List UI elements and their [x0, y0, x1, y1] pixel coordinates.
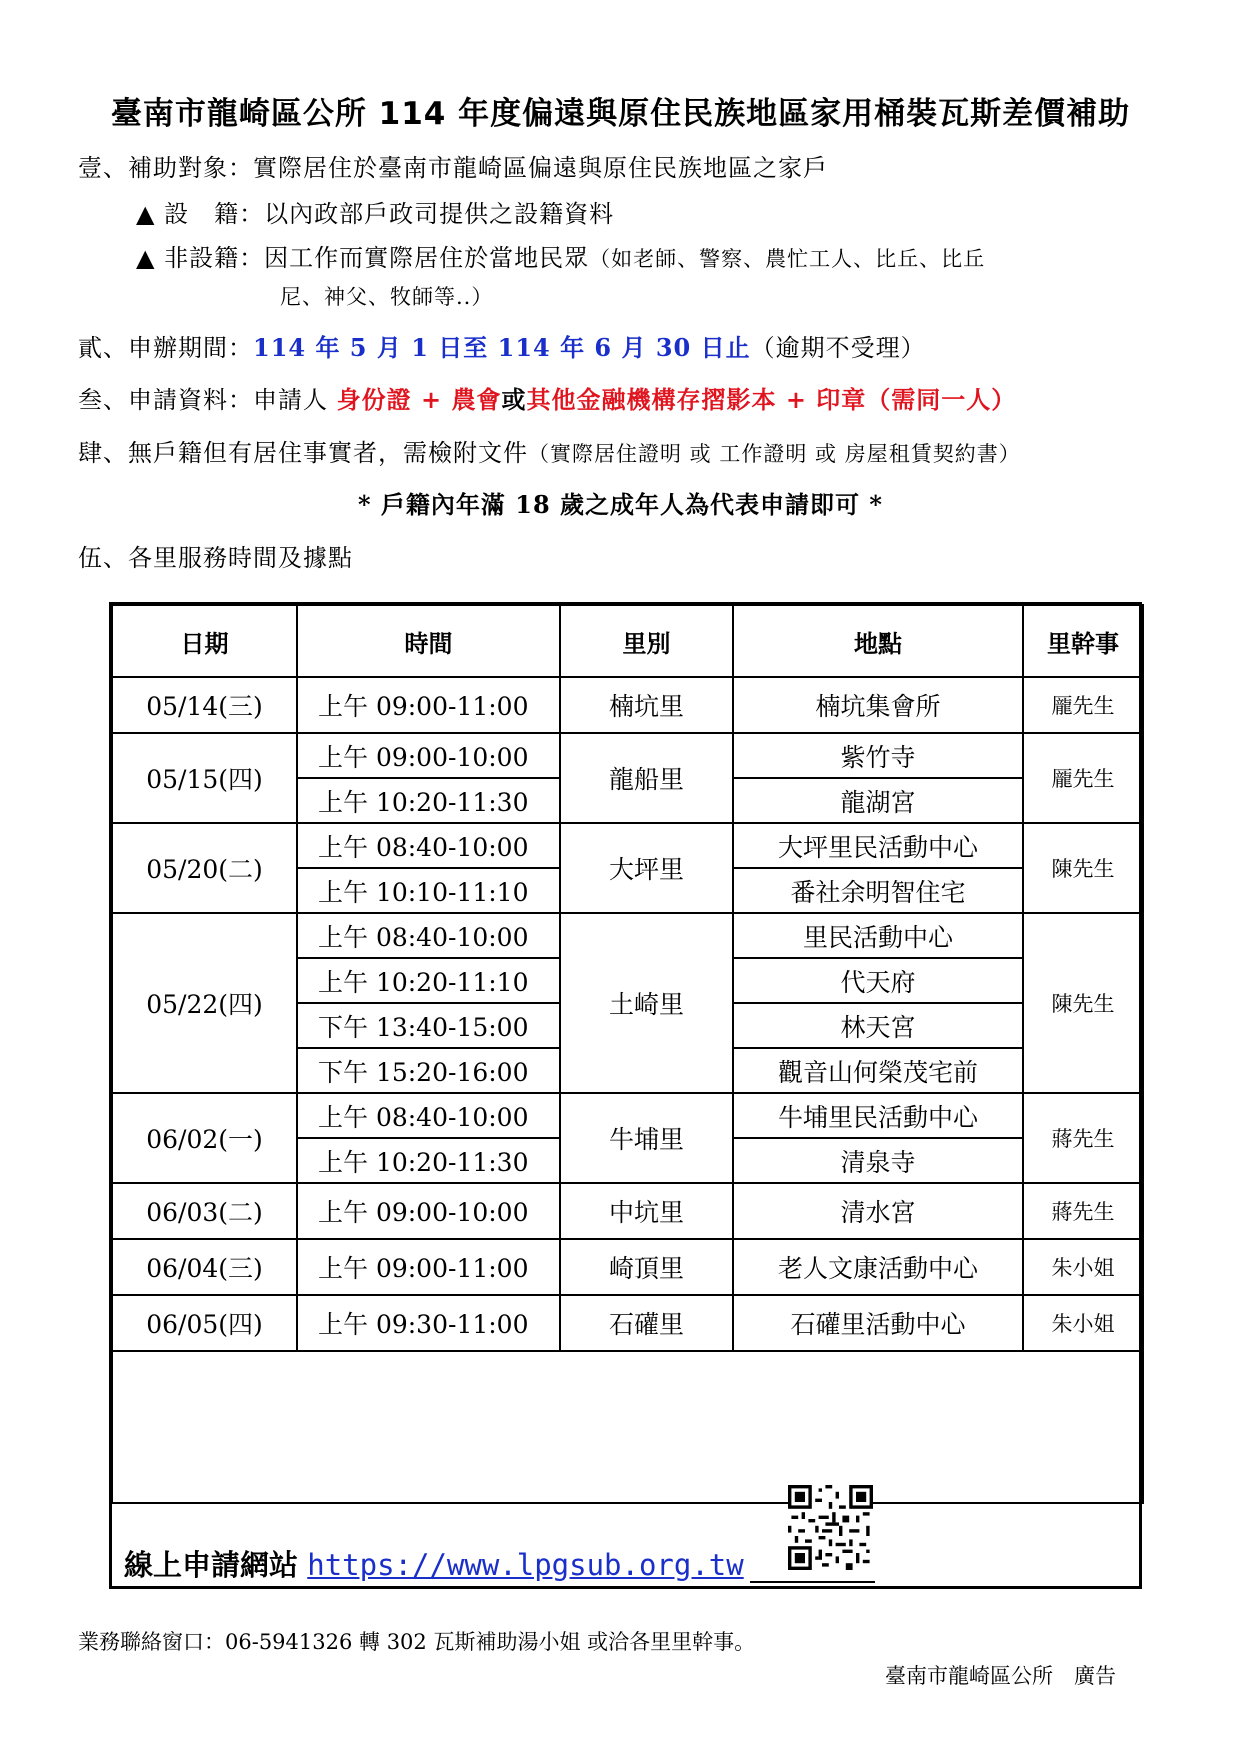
cell-time: 下午 15:20-16:00 — [297, 1048, 560, 1093]
link-underline — [750, 1581, 875, 1583]
cell-time: 上午 10:20-11:30 — [297, 1138, 560, 1183]
online-application — [124, 1543, 744, 1584]
cell-time: 上午 08:40-10:00 — [297, 823, 560, 868]
cell-time: 上午 10:10-11:10 — [297, 868, 560, 913]
period-note: （逾期不受理） — [750, 334, 926, 362]
table-row — [112, 1239, 1143, 1295]
header-village: 里別 — [560, 605, 733, 677]
period-dates: 114 年 5 月 1 日至 114 年 6 月 30 日止 — [253, 333, 751, 362]
cell-date: 06/03(二) — [112, 1183, 297, 1239]
cell-village: 石礶里 — [560, 1295, 733, 1351]
qr-code-icon — [788, 1485, 873, 1570]
cell-time: 上午 09:00-11:00 — [297, 677, 560, 733]
cell-location: 大坪里民活動中心 — [733, 823, 1023, 868]
table-row — [112, 677, 1143, 733]
non-registered-note-cont: 尼、神父、牧師等..） — [280, 285, 494, 309]
no-household-prefix: 肆、無戶籍但有居住事實者，需檢附文件 — [78, 439, 528, 467]
cell-officer: 龎先生 — [1023, 677, 1143, 733]
schedule-table — [111, 604, 1144, 1504]
registered-text: 以內政部戶政司提供之設籍資料 — [264, 200, 615, 228]
cell-officer: 朱小姐 — [1023, 1239, 1143, 1295]
cell-time: 下午 13:40-15:00 — [297, 1003, 560, 1048]
documents-required-1: 身份證 + 農會 — [336, 385, 502, 414]
cell-officer: 蔣先生 — [1023, 1183, 1143, 1239]
cell-village: 牛埔里 — [560, 1093, 733, 1183]
cell-location: 楠坑集會所 — [733, 677, 1023, 733]
cell-village: 龍船里 — [560, 733, 733, 823]
adult-representative-note: * 戶籍內年滿 18 歲之成年人為代表申請即可 * — [358, 490, 883, 519]
header-location: 地點 — [733, 605, 1023, 677]
period-prefix: 貳、申辦期間： — [78, 334, 253, 362]
section-documents — [78, 380, 1016, 415]
section-eligibility: 壹、補助對象：實際居住於臺南市龍崎區偏遠與原住民族地區之家戶 — [78, 154, 828, 182]
non-registered-label: ▲ 非設籍： — [136, 244, 265, 272]
cell-officer: 蔣先生 — [1023, 1093, 1143, 1183]
documents-required-2: 其他金融機構存摺影本 + 印章（需同一人） — [526, 385, 1017, 414]
online-area-row — [112, 1351, 1143, 1503]
page-title: 臺南市龍崎區公所 114 年度偏遠與原住民族地區家用桶裝瓦斯差價補助 — [110, 96, 1131, 132]
cell-date: 05/22(四) — [112, 913, 297, 1093]
cell-time: 上午 10:20-11:30 — [297, 778, 560, 823]
eligibility-registered — [136, 194, 614, 229]
header-time: 時間 — [297, 605, 560, 677]
online-label: 線上申請網站 — [124, 1548, 299, 1582]
documents-prefix: 叁、申請資料：申請人 — [78, 386, 337, 414]
cell-location: 清水宮 — [733, 1183, 1023, 1239]
cell-date: 06/02(一) — [112, 1093, 297, 1183]
non-registered-text: 因工作而實際居住於當地民眾 — [264, 244, 590, 272]
cell-time: 上午 08:40-10:00 — [297, 913, 560, 958]
table-row — [112, 1295, 1143, 1351]
registered-label: ▲ 設 籍： — [136, 200, 265, 228]
cell-location: 代天府 — [733, 958, 1023, 1003]
documents-or: 或 — [501, 385, 527, 414]
table-header-row — [112, 605, 1143, 677]
table-row — [112, 733, 1143, 778]
cell-date: 05/15(四) — [112, 733, 297, 823]
no-household-note: （實際居住證明 或 工作證明 或 房屋租賃契約書） — [528, 442, 1021, 466]
contact-info: 業務聯絡窗口：06-5941326 轉 302 瓦斯補助湯小姐 或洽各里里幹事。 — [78, 1630, 756, 1654]
cell-location: 清泉寺 — [733, 1138, 1023, 1183]
footer-issuer: 臺南市龍崎區公所 廣告 — [885, 1664, 1116, 1688]
header-date: 日期 — [112, 605, 297, 677]
cell-location: 老人文康活動中心 — [733, 1239, 1023, 1295]
cell-location: 龍湖宮 — [733, 778, 1023, 823]
cell-date: 05/20(二) — [112, 823, 297, 913]
cell-location: 觀音山何榮茂宅前 — [733, 1048, 1023, 1093]
cell-time: 上午 09:00-11:00 — [297, 1239, 560, 1295]
section-period — [78, 328, 926, 363]
cell-village: 中坑里 — [560, 1183, 733, 1239]
cell-location: 紫竹寺 — [733, 733, 1023, 778]
cell-location: 里民活動中心 — [733, 913, 1023, 958]
cell-village: 楠坑里 — [560, 677, 733, 733]
cell-officer: 陳先生 — [1023, 823, 1143, 913]
cell-location: 石礶里活動中心 — [733, 1295, 1023, 1351]
section-no-household — [78, 433, 1021, 468]
table-row — [112, 1183, 1143, 1239]
cell-time: 上午 09:00-10:00 — [297, 733, 560, 778]
cell-date: 06/05(四) — [112, 1295, 297, 1351]
cell-location: 林天宮 — [733, 1003, 1023, 1048]
cell-officer: 龎先生 — [1023, 733, 1143, 823]
cell-time: 上午 09:00-10:00 — [297, 1183, 560, 1239]
header-officer: 里幹事 — [1023, 605, 1143, 677]
table-row — [112, 913, 1143, 958]
non-registered-note: （如老師、警察、農忙工人、比丘、比丘 — [589, 247, 986, 271]
cell-location: 番社余明智住宅 — [733, 868, 1023, 913]
cell-village: 崎頂里 — [560, 1239, 733, 1295]
cell-village: 土崎里 — [560, 913, 733, 1093]
cell-time: 上午 08:40-10:00 — [297, 1093, 560, 1138]
table-row — [112, 823, 1143, 868]
eligibility-non-registered — [136, 238, 985, 273]
cell-officer: 陳先生 — [1023, 913, 1143, 1093]
cell-village: 大坪里 — [560, 823, 733, 913]
cell-time: 上午 10:20-11:10 — [297, 958, 560, 1003]
cell-officer: 朱小姐 — [1023, 1295, 1143, 1351]
cell-date: 06/04(三) — [112, 1239, 297, 1295]
online-url-link[interactable]: https://www.lpgsub.org.tw — [307, 1548, 744, 1582]
cell-location: 牛埔里民活動中心 — [733, 1093, 1023, 1138]
cell-time: 上午 09:30-11:00 — [297, 1295, 560, 1351]
online-area-cell — [112, 1351, 1143, 1503]
section-schedule: 伍、各里服務時間及據點 — [78, 544, 353, 572]
table-row — [112, 1093, 1143, 1138]
cell-date: 05/14(三) — [112, 677, 297, 733]
